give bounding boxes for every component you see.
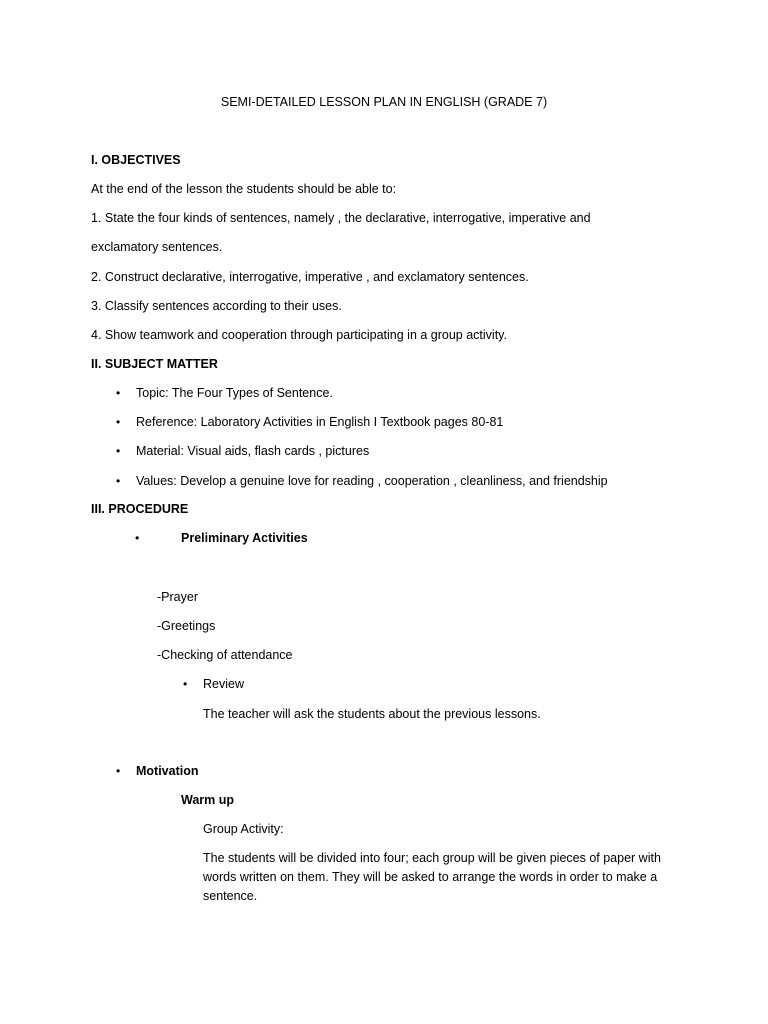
document-title: SEMI-DETAILED LESSON PLAN IN ENGLISH (GRADE 7) bbox=[220, 95, 548, 109]
preliminary-item-attendance: -Checking of attendance bbox=[157, 648, 293, 662]
objective-item-3: 3. Classify sentences according to their uses. bbox=[91, 299, 342, 313]
group-activity-label: Group Activity: bbox=[203, 822, 284, 836]
review-heading: Review bbox=[203, 677, 244, 691]
preliminary-activities-heading: Preliminary Activities bbox=[181, 531, 308, 545]
bullet-icon: • bbox=[116, 386, 121, 400]
warmup-heading: Warm up bbox=[181, 793, 235, 807]
bullet-icon: • bbox=[116, 474, 121, 488]
bullet-icon: • bbox=[116, 764, 121, 778]
objective-item-1-line-1: 1. State the four kinds of sentences, namely , the declarative, interrogative, imperative and bbox=[91, 211, 591, 225]
subject-item-topic: Topic: The Four Types of Sentence. bbox=[136, 386, 333, 400]
bullet-icon: • bbox=[135, 531, 140, 545]
objectives-intro: At the end of the lesson the students should be able to: bbox=[91, 182, 397, 196]
objective-item-1-line-2: exclamatory sentences. bbox=[91, 240, 223, 254]
preliminary-item-prayer: -Prayer bbox=[157, 590, 198, 604]
group-activity-text: The students will be divided into four; each group will be given pieces of paper with words written on them. They will be asked to arrange the words in order to make a sentence. bbox=[203, 851, 661, 903]
bullet-icon: • bbox=[116, 415, 121, 429]
bullet-icon: • bbox=[183, 677, 188, 691]
objective-item-4: 4. Show teamwork and cooperation through participating in a group activity. bbox=[91, 328, 507, 342]
motivation-heading: Motivation bbox=[136, 764, 199, 778]
preliminary-item-greetings: -Greetings bbox=[157, 619, 216, 633]
objectives-heading: I. OBJECTIVES bbox=[91, 153, 181, 167]
bullet-icon: • bbox=[116, 444, 121, 458]
review-text: The teacher will ask the students about the previous lessons. bbox=[203, 707, 541, 721]
objective-item-2: 2. Construct declarative, interrogative, imperative , and exclamatory sentences. bbox=[91, 270, 529, 284]
procedure-heading: III. PROCEDURE bbox=[91, 502, 189, 516]
subject-item-reference: Reference: Laboratory Activities in English I Textbook pages 80-81 bbox=[136, 415, 504, 429]
subject-item-values: Values: Develop a genuine love for reading , cooperation , cleanliness, and friendship bbox=[136, 474, 608, 488]
subject-item-material: Material: Visual aids, flash cards , pictures bbox=[136, 444, 370, 458]
subject-matter-heading: II. SUBJECT MATTER bbox=[91, 357, 218, 371]
